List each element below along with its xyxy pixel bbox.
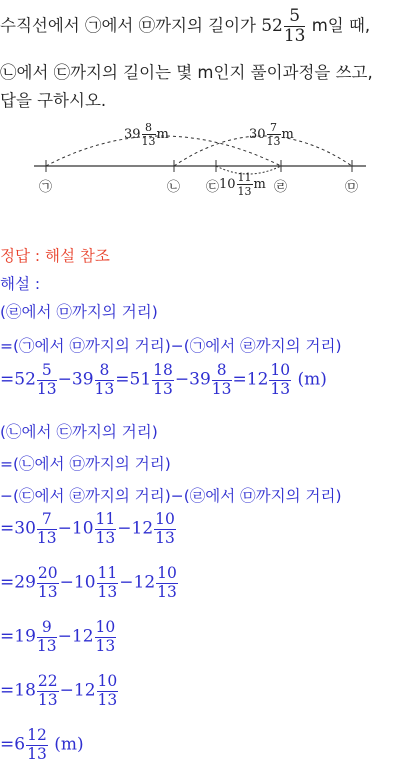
calc-line-3: =29 $\frac{20}{13}$ −10 $\frac{11}{13}$ −12 $\frac{10}{13}$ bbox=[0, 564, 177, 601]
question-text: 수직선에서 ㉠에서 ㉤까지의 길이가 bbox=[0, 16, 262, 35]
point-label-e: ㉤ bbox=[345, 180, 359, 195]
question-mixed-number: 52 $\frac{5}{13}$ bbox=[261, 6, 306, 46]
question-line-1: 수직선에서 ㉠에서 ㉤까지의 길이가 52 $\frac{5}{13}$ m일 때, bbox=[0, 6, 371, 46]
question-line-3: 답을 구하시오. bbox=[0, 91, 107, 110]
number-line-diagram bbox=[20, 118, 380, 210]
solution-line-6: −(㉢에서 ㉣까지의 거리)−(㉣에서 ㉤까지의 거리) bbox=[0, 487, 342, 505]
answer-label: 정답 : 해설 참조 bbox=[0, 247, 110, 265]
point-label-b: ㉡ bbox=[167, 180, 181, 195]
calc-line-2: =30 $\frac{7}{13}$ −10 $\frac{11}{13}$ −12 $\frac{10}{13}$ bbox=[0, 510, 175, 547]
calc-line-1: =52 $\frac{5}{13}$ −39 $\frac{8}{13}$ =51 $\frac{18}{13}$ −39 $\frac{8}{13}$ =12 $\frac{10}{13}$ (m) bbox=[0, 361, 327, 398]
solution-line-4: (㉡에서 ㉢까지의 거리) bbox=[0, 423, 158, 441]
solution-line-5: =(㉡에서 ㉤까지의 거리) bbox=[0, 455, 171, 473]
point-label-a: ㉠ bbox=[39, 180, 53, 195]
calc-line-5: =18 $\frac{22}{13}$ −12 $\frac{10}{13}$ bbox=[0, 672, 118, 709]
number-line-svg bbox=[20, 118, 380, 210]
question-line-2: ㉡에서 ㉢까지의 길이는 몇 m인지 풀이과정을 쓰고, bbox=[0, 63, 373, 82]
solution-label: 해설 : bbox=[0, 275, 41, 293]
point-label-c: ㉢ bbox=[206, 180, 220, 195]
calc-line-4: =19 $\frac{9}{13}$ −12 $\frac{10}{13}$ bbox=[0, 618, 116, 655]
label-top-right: 30 $\frac{7}{13}$ m bbox=[249, 121, 294, 148]
solution-line-2: =(㉠에서 ㉤까지의 거리)−(㉠에서 ㉣까지의 거리) bbox=[0, 337, 342, 355]
calc-line-6: =6 $\frac{12}{13}$ (m) bbox=[0, 726, 84, 763]
solution-line-1: (㉣에서 ㉤까지의 거리) bbox=[0, 303, 158, 321]
point-label-d: ㉣ bbox=[274, 180, 288, 195]
label-top-left: 39 $\frac{8}{13}$ m bbox=[124, 121, 169, 148]
label-bottom: 10 $\frac{11}{13}$ m bbox=[219, 171, 266, 198]
